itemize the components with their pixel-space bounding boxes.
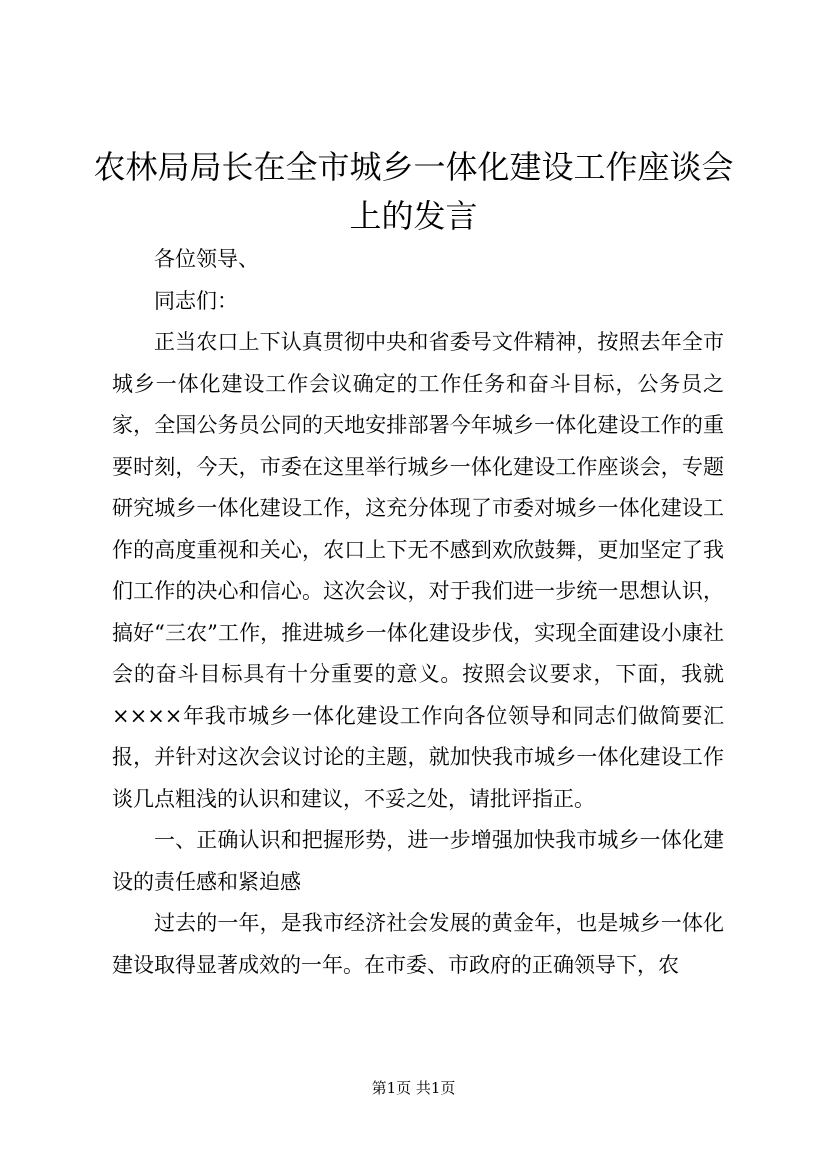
page-footer: 第1页 共1页 <box>371 1079 456 1097</box>
salutation-line-1: 各位领导、 <box>154 247 259 271</box>
body-paragraph: 正当农口上下认真贯彻中央和省委号文件精神，按照去年全市城乡一体化建设工作会议确定的工作任务和奋斗目标，公务员之家，全国公务员公同的天地安排部署今年城乡一体化建设工作的重要时刻，今天，市委在这里举行城乡一体化建设工作座谈会，专题研究城乡一体化建设工作，这充分体现了市委对城乡一体化建设工作的高度重视和关心，农口上下无不感到欢欣鼓舞，更加坚定了我们工作的决心和信心。这次会议，对于我们进一步统一思想认识，搞好“三农”工作，推进城乡一体化建设步伐，实现全面建设小康社会的奋斗目标具有十分重要的意义。按照会议要求，下面，我就××××年我市城乡一体化建设工作向各位领导和同志们做简要汇报，并针对这次会议讨论的主题，就加快我市城乡一体化建设工作谈几点粗浅的认识和建议，不妥之处，请批评指正。 <box>112 330 724 811</box>
salutation-line-2: 同志们： <box>154 288 238 313</box>
document-body <box>112 239 724 986</box>
section-heading: 一、正确认识和把握形势，进一步增强加快我市城乡一体化建设的责任感和紧迫感 <box>112 828 724 894</box>
body-paragraph: 过去的一年，是我市经济社会发展的黄金年，也是城乡一体化建设取得显著成效的一年。在市委、市政府的正确领导下，农 <box>112 911 724 977</box>
document-title: 农林局局长在全市城乡一体化建设工作座谈会上的发言 <box>93 148 734 235</box>
